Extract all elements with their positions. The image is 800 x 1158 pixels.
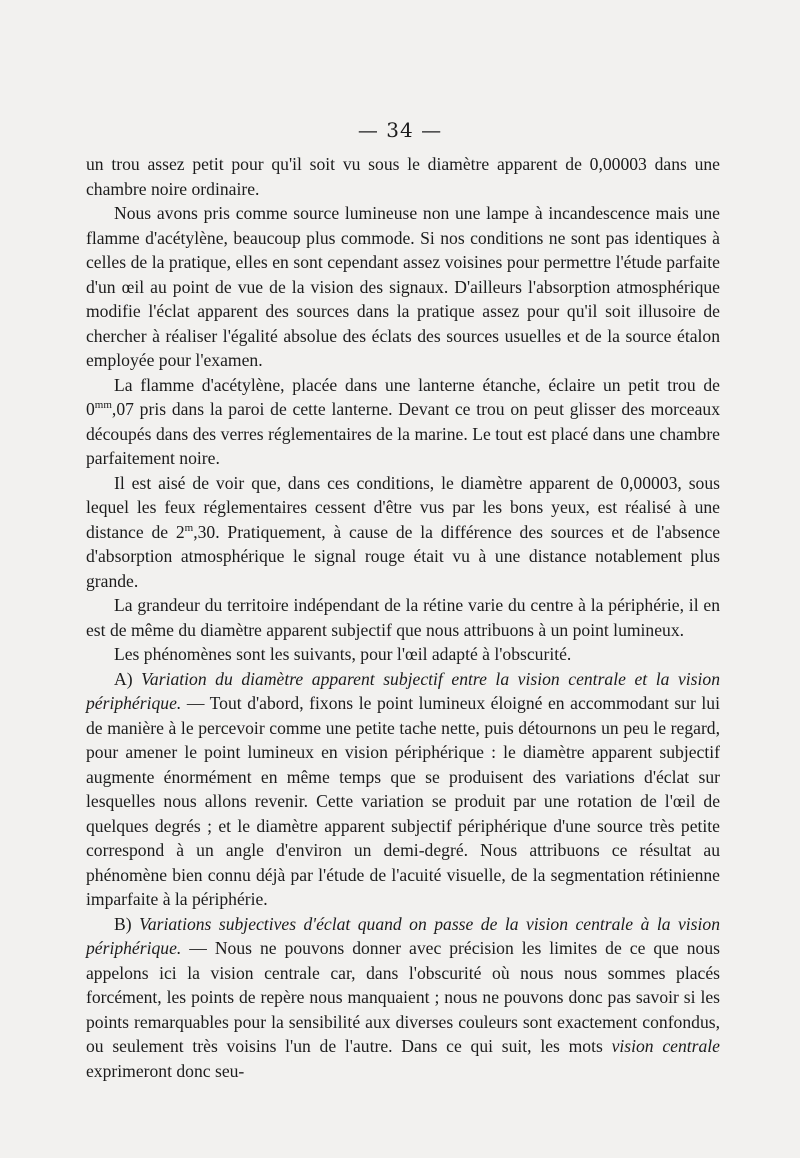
section-b-body-a: — Nous ne pouvons donner avec précision les limites de ce que nous appelons ici la vision centrale car, dans l'obscurité où nous nous sommes placés forcément, les points de repère nous manquaient ; nous ne pouvons donc pas savoir si les points remarquables pour la sensibilité aux diverses couleurs sont exactement confondus, ou seulement très voisins l'un de l'autre. Dans ce qui suit, les mots: [86, 938, 720, 1056]
section-b-label: B): [114, 913, 140, 934]
paragraph-4-part-a: Il est aisé de voir que, dans ces conditions, le diamètre apparent de 0,00003, sous lequel les feux réglementaires cessent d'être vus par les bons yeux, est réalisé à une distance de 2: [86, 472, 720, 542]
paragraph-3: [86, 373, 720, 471]
paragraph-5: La grandeur du territoire indépendant de la rétine varie du centre à la périphérie, il en est de même du diamètre apparent subjectif que nous attribuons à un point lumineux.: [86, 595, 720, 640]
section-b-body-b: exprimeront donc seu-: [86, 1060, 245, 1081]
section-b-title: Variations subjectives d'éclat quand on passe de la vision centrale à la vision périphérique.: [86, 913, 721, 958]
section-b-italic-term: vision centrale: [611, 1036, 720, 1056]
paragraph-6: Les phénomènes sont les suivants, pour l'œil adapté à l'obscurité.: [114, 644, 572, 664]
page-number: — 34 —: [357, 118, 443, 142]
section-a-label: A): [114, 668, 142, 689]
paragraph-2: Nous avons pris comme source lumineuse non une lampe à incandescence mais une flamme d'acétylène, beaucoup plus commode. Si nos conditions ne sont pas identiques à celles de la pratique, elles en sont cependant assez voisines pour permettre l'étude parfaite d'un œil au point de vue de la vision des signaux. D'ailleurs l'absorption atmosphérique modifie l'éclat apparent des sources dans la pratique assez pour qu'il soit illusoire de chercher à réaliser l'égalité absolue des éclats des sources usuelles et de la source étalon employée pour l'examen.: [86, 203, 720, 370]
section-a-body: — Tout d'abord, fixons le point lumineux éloigné en accommodant sur lui de manière à le percevoir comme une petite tache nette, puis détournons un peu le regard, pour amener le point lumineux en vision périphérique : le diamètre apparent subjectif augmente énormément en même temps que se produisent des variations d'éclat sur lesquelles nous allons revenir. Cette variation se produit par une rotation de l'œil de quelques degrés ; et le diamètre apparent subjectif périphérique d'une source très petite correspond à un angle d'environ un demi-degré. Nous attribuons ce résultat au phénomène bien connu déjà par l'étude de l'acuité visuelle, de la segmentation rétinienne imparfaite à la périphérie.: [86, 693, 720, 909]
paragraph-7-section-a: [86, 667, 720, 912]
paragraph-4: [86, 471, 720, 594]
paragraph-1: un trou assez petit pour qu'il soit vu sous le diamètre apparent de 0,00003 dans une chambre noire ordinaire.: [86, 154, 720, 199]
paragraph-8-section-b: [86, 912, 720, 1084]
paragraph-4-part-b: ,30. Pratiquement, à cause de la différence des sources et de l'absence d'absorption atmosphérique le signal rouge était vu à une distance notablement plus grande.: [86, 521, 721, 591]
paragraph-3-part-b: ,07 pris dans la paroi de cette lanterne. Devant ce trou on peut glisser des morceaux découpés dans des verres réglementaires de la marine. Le tout est placé dans une chambre parfaitement noire.: [86, 399, 720, 468]
unit-superscript-mm: mm: [94, 399, 112, 412]
paragraph-3-part-a: La flamme d'acétylène, placée dans une lanterne étanche, éclaire un petit trou de 0: [86, 374, 720, 419]
section-a-title: Variation du diamètre apparent subjectif entre la vision centrale et la vision périphérique.: [86, 668, 720, 713]
unit-superscript-m: m: [184, 521, 194, 534]
body-text: [86, 152, 720, 1083]
